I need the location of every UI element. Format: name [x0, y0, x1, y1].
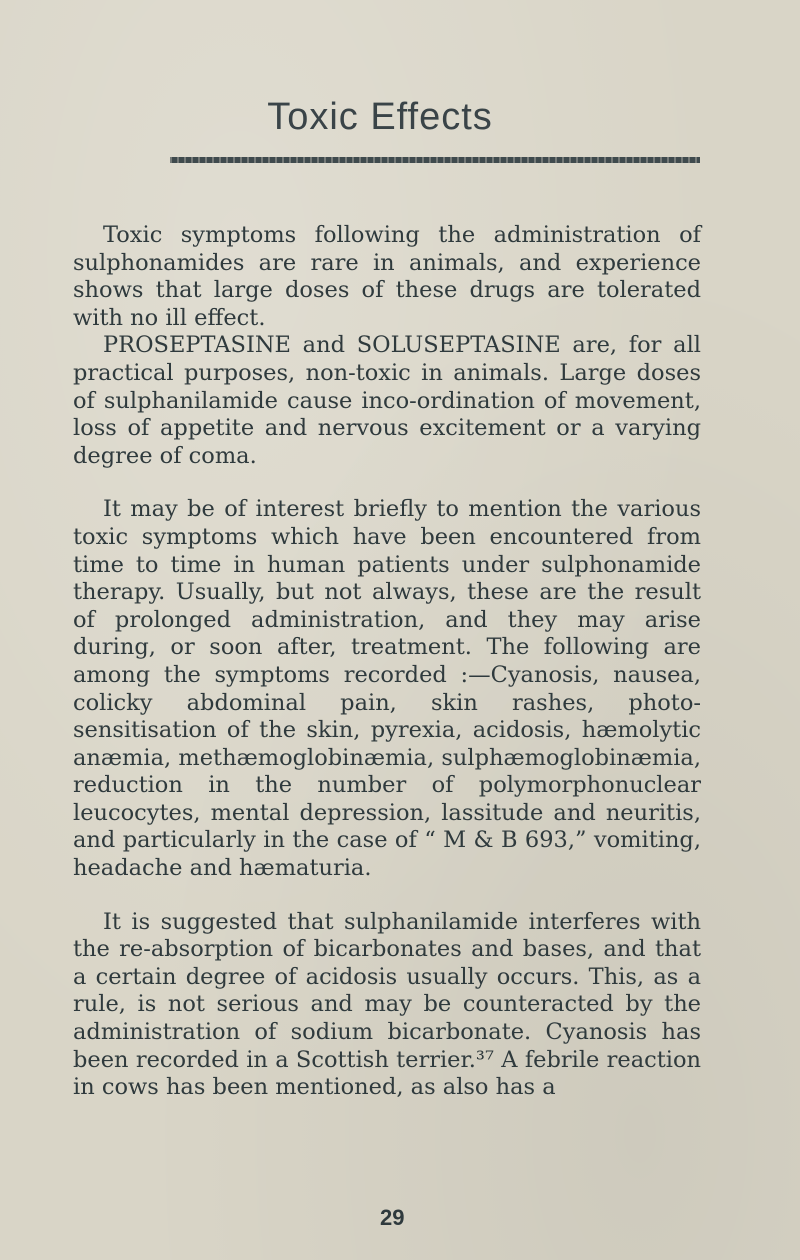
paragraph: It may be of interest briefly to mention the various toxic symptoms which have been encountered from time to time in human patients under sulphonamide therapy. Usually, but not always, these are the result of prolonged administration, and they may arise during, or soon after, treatment. The following are among the symptoms recorded :—Cyanosis, nausea, colicky abdominal pain, skin rashes, photo-sensitisation of the skin, pyrexia, acidosis, hæmolytic anæmia, methæmoglobinæmia, sulphæmoglobinæmia, reduction in the number of polymorphonuclear leucocytes, mental depression, lassitude and neuritis, and particularly in the case of “ M & B 693,” vomiting, headache and hæmaturia. — [73, 496, 701, 882]
paragraph: It is suggested that sulphanilamide interferes with the re-absorption of bicarbonates and bases, and that a certain degree of acidosis usually occurs. This, as a rule, is not serious and may be counteracted by the administration of sodium bicarbonate. Cyanosis has been recorded in a Scottish terrier.³⁷ A febrile reaction in cows has been mentioned, as also has a — [73, 908, 701, 1101]
paragraph: Toxic symptoms following the administration of sulphonamides are rare in animals, and experience shows that large doses of these drugs are tolerated with no ill effect. — [73, 222, 701, 331]
paragraph: PROSEPTASINE and SOLUSEPTASINE are, for all practical purposes, non-toxic in animals. Large doses of sulphanilamide cause inco-ordination of movement, loss of appetite and nervous excitement or a varying degree of coma. — [73, 332, 701, 469]
page-number: 29 — [380, 1205, 405, 1230]
page-title: Toxic Effects — [267, 96, 493, 138]
body-text — [73, 222, 701, 1102]
title-divider — [170, 157, 700, 163]
